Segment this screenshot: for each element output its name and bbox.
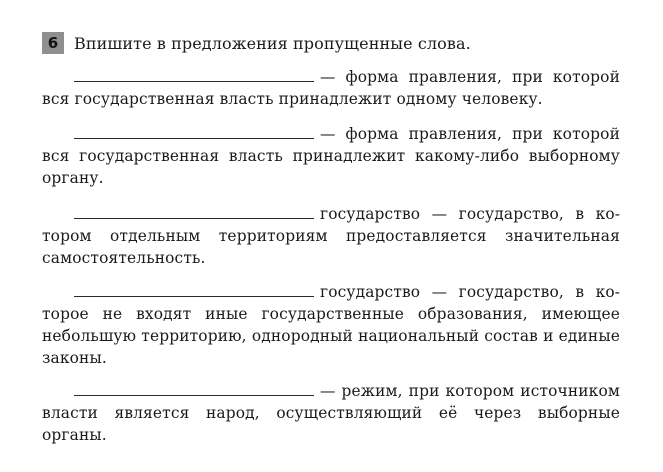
sentence-5-text: — режим, при котором источником власти является народ, осуществляющий её через выборные органы. — [42, 382, 620, 444]
sentence-3-text: государство — государство, в котором отдельным территориям предоставляется значительная самостоятельность. — [42, 205, 620, 267]
answer-blank-4[interactable] — [74, 282, 314, 297]
answer-blank-2[interactable] — [74, 124, 314, 139]
answer-blank-1[interactable] — [74, 67, 314, 82]
sentence-1 — [42, 66, 620, 110]
sentence-4-text: государство — государство, в которое не входят иные государственные образования, имеющее небольшую территорию, однородный национальный состав и единые законы. — [42, 283, 620, 367]
sentence-5 — [42, 380, 620, 446]
sentence-3 — [42, 203, 620, 269]
sentence-2-text: — форма правления, при которой вся государственная власть принадлежит какому-либо выборному органу. — [42, 125, 620, 187]
task-instruction: Впишите в предложения пропущенные слова. — [74, 33, 471, 53]
sentence-2 — [42, 123, 620, 189]
task-number-badge: 6 — [42, 32, 64, 54]
answer-blank-3[interactable] — [74, 204, 314, 219]
sentence-1-text: — форма правления, при которой вся государственная власть принадлежит одному человеку. — [42, 68, 620, 108]
fill-in-task — [42, 30, 620, 444]
answer-blank-5[interactable] — [74, 381, 314, 396]
task-header — [42, 30, 620, 56]
sentence-4 — [42, 281, 620, 369]
